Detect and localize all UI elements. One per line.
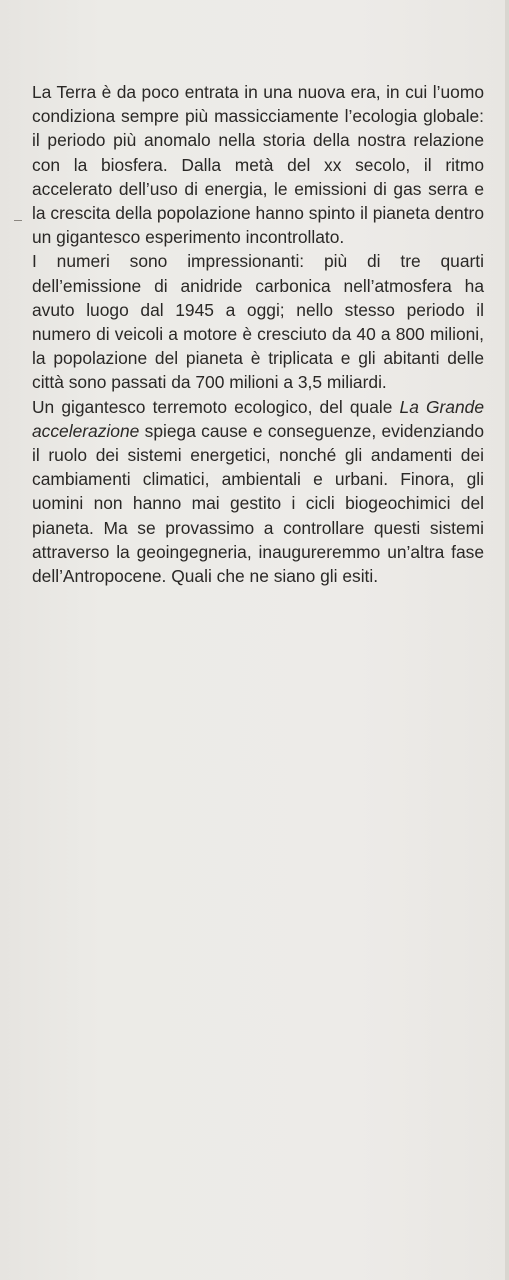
paragraph-2: I numeri sono impressionanti: più di tre quarti dell’emissione di anidride carbonica nell’atmosfera ha avuto luogo dal 1945 a oggi; nello stesso periodo il numero di veicoli a motore è cresciuto da 40 a 800 milioni, la popolazione del pianeta è triplicata e gli abitanti delle città sono passati da 700 milioni a 3,5 miliardi. bbox=[32, 251, 484, 393]
book-title: La Grande accelerazione bbox=[32, 396, 484, 441]
margin-mark bbox=[14, 220, 22, 221]
paragraph-3-intro: Un gigantesco terremoto ecologico, del quale bbox=[32, 396, 393, 417]
blurb-text bbox=[32, 80, 484, 588]
paragraph-1: La Terra è da poco entrata in una nuova era, in cui l’uomo condiziona sempre più massicciamente l’ecologia globale: il periodo più anomalo nella storia della nostra relazione con la biosfera. Dalla metà del xx secolo, il ritmo accelerato dell’uso di energia, le emissioni di gas serra e la crescita della popolazione hanno spinto il pianeta dentro un gigantesco esperimento incontrollato. bbox=[32, 82, 484, 248]
paragraph-3 bbox=[32, 395, 484, 589]
page-edge bbox=[505, 0, 509, 1280]
paragraph-3-rest: spiega cause e conseguenze, evidenziando il ruolo dei sistemi energetici, nonché gli andamenti dei cambiamenti climatici, ambientali e urbani. Finora, gli uomini non hanno mai gestito i cicli biogeochimici del pianeta. Ma se provassimo a controllare questi sistemi attraverso la geoingegneria, inaugureremmo un’altra fase dell’Antropocene. Quali che ne siano gli esiti. bbox=[32, 420, 484, 587]
